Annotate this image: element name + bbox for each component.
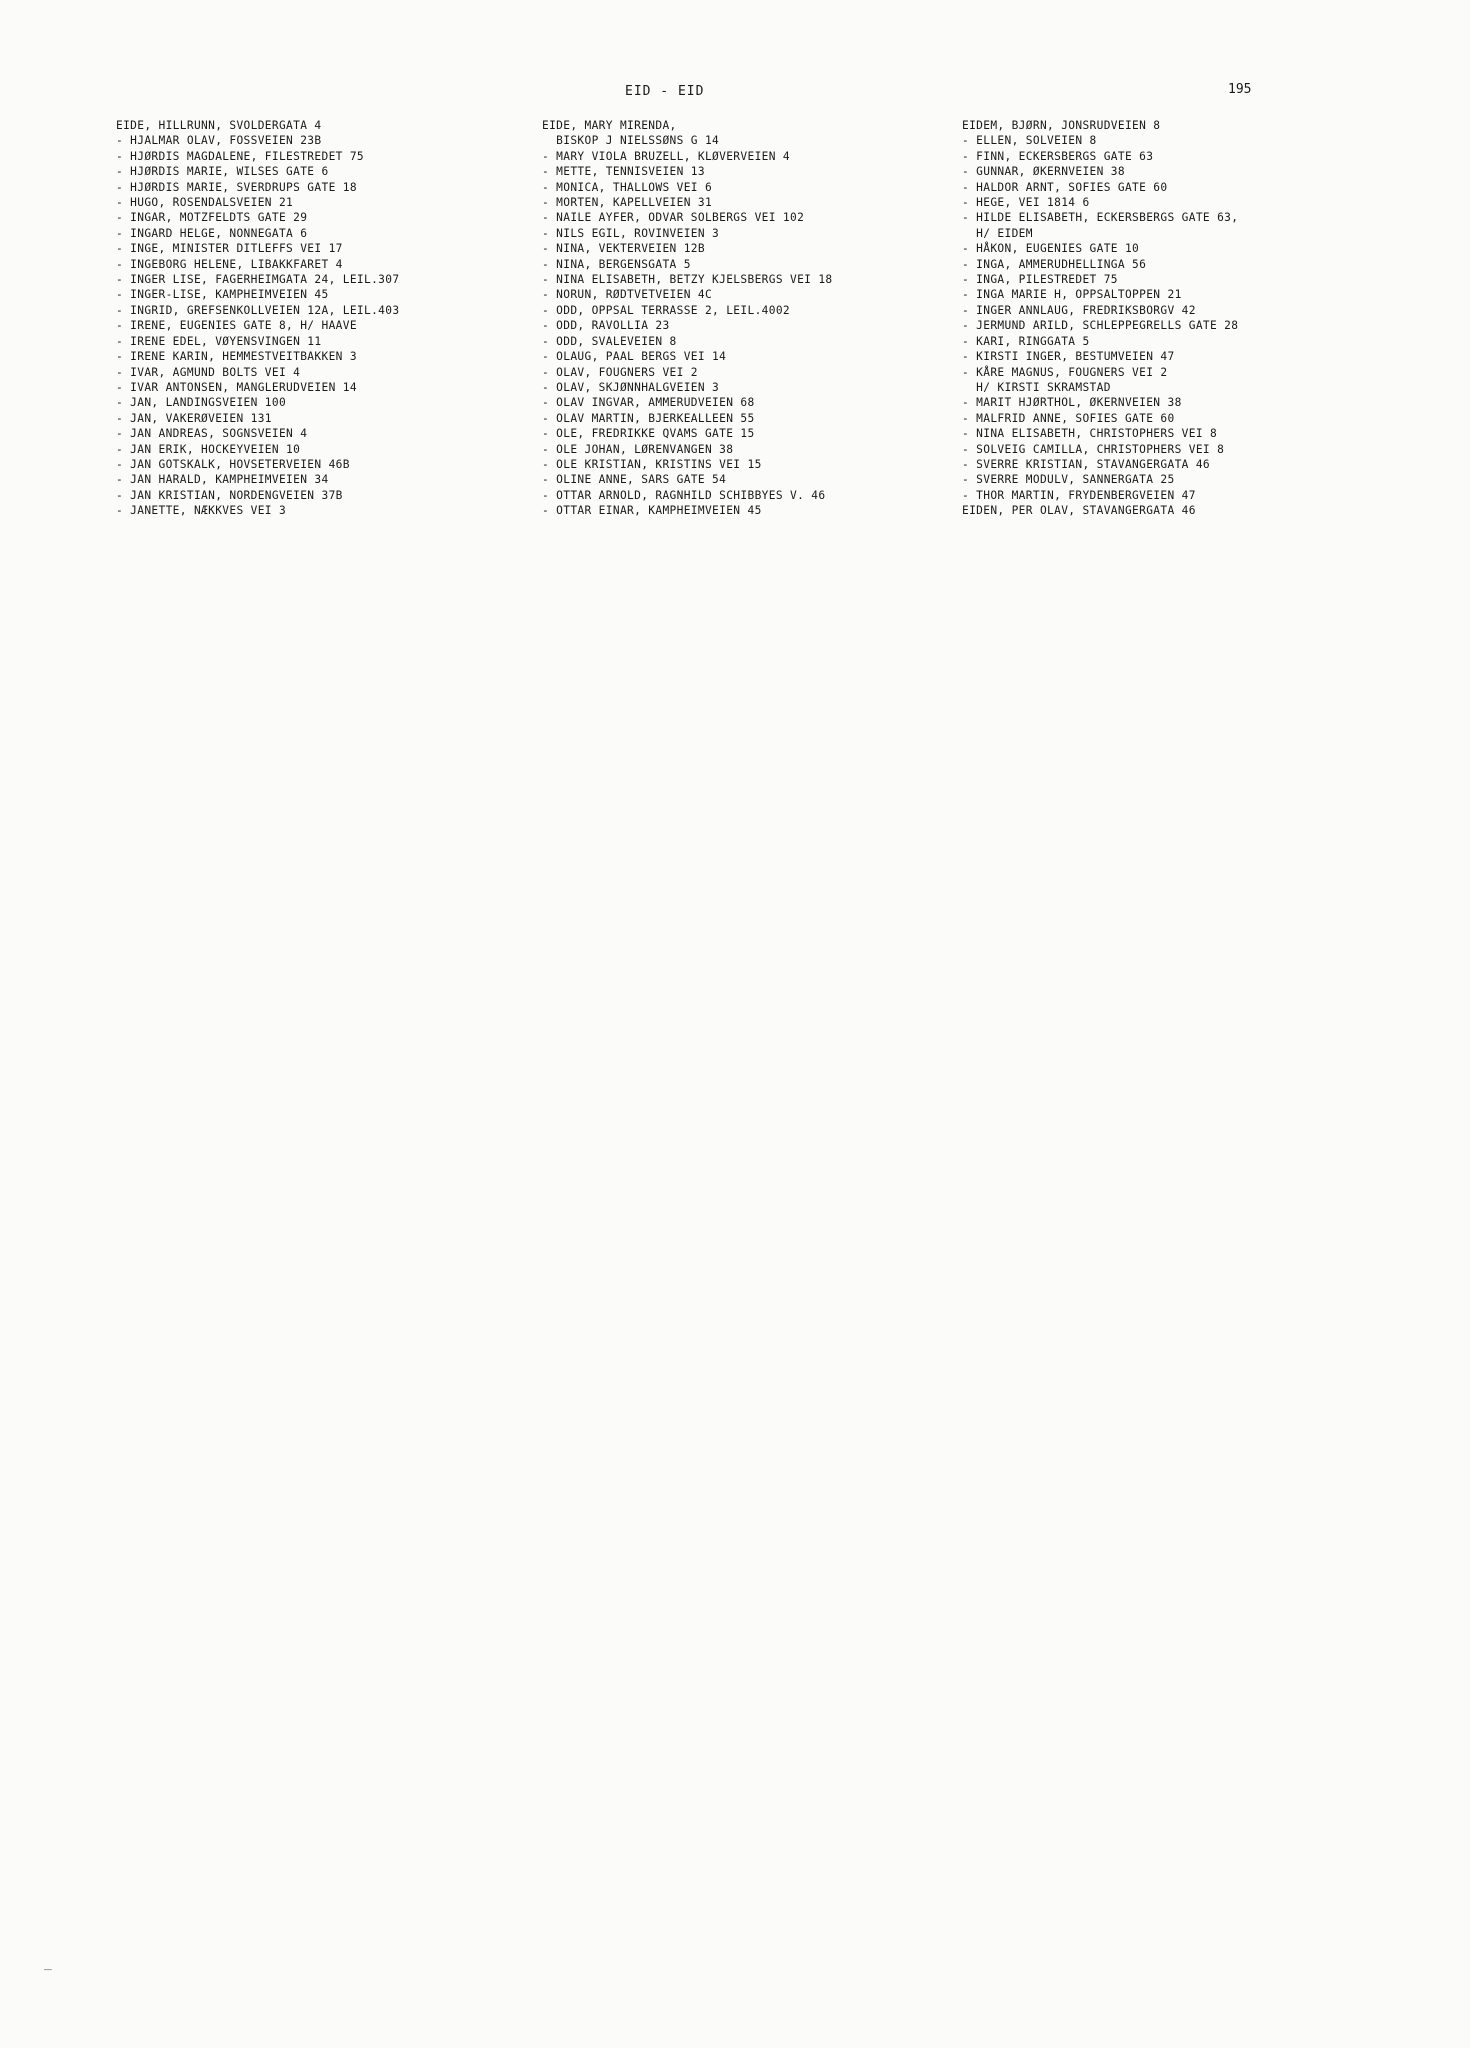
directory-entry: - JAN HARALD, KAMPHEIMVEIEN 34 <box>116 473 329 487</box>
directory-entry: - SVERRE MODULV, SANNERGATA 25 <box>962 473 1175 487</box>
directory-entry: - INGA MARIE H, OPPSALTOPPEN 21 <box>962 288 1182 302</box>
directory-entry: BISKOP J NIELSSØNS G 14 <box>542 134 720 148</box>
directory-entry: - KIRSTI INGER, BESTUMVEIEN 47 <box>962 350 1175 364</box>
directory-entry: - OLE JOHAN, LØRENVANGEN 38 <box>542 442 734 456</box>
directory-entry: - MARY VIOLA BRUZELL, KLØVERVEIEN 4 <box>542 149 790 163</box>
directory-entry: - THOR MARTIN, FRYDENBERGVEIEN 47 <box>962 488 1196 502</box>
directory-entry: - INGAR, MOTZFELDTS GATE 29 <box>116 211 308 225</box>
header-title: EID - EID <box>625 84 705 99</box>
directory-entry: H/ KIRSTI SKRAMSTAD <box>962 380 1111 394</box>
directory-entry: - HJØRDIS MARIE, WILSES GATE 6 <box>116 165 329 179</box>
directory-entry: - SOLVEIG CAMILLA, CHRISTOPHERS VEI 8 <box>962 442 1225 456</box>
directory-entry: - OLINE ANNE, SARS GATE 54 <box>542 473 727 487</box>
directory-entry: - NILS EGIL, ROVINVEIEN 3 <box>542 226 720 240</box>
directory-entry: - MARIT HJØRTHOL, ØKERNVEIEN 38 <box>962 396 1182 410</box>
directory-entry: - JAN, VAKERØVEIEN 131 <box>116 411 272 425</box>
directory-entry: - FINN, ECKERSBERGS GATE 63 <box>962 149 1154 163</box>
directory-entry: - IVAR ANTONSEN, MANGLERUDVEIEN 14 <box>116 380 357 394</box>
directory-entry: - HÅKON, EUGENIES GATE 10 <box>962 242 1140 256</box>
directory-entry: - INGER LISE, FAGERHEIMGATA 24, LEIL.307 <box>116 273 400 287</box>
footer-mark: _ <box>44 1956 52 1971</box>
directory-entry: - JAN GOTSKALK, HOVSETERVEIEN 46B <box>116 457 350 471</box>
running-header <box>0 84 1470 108</box>
directory-entry: - MALFRID ANNE, SOFIES GATE 60 <box>962 411 1175 425</box>
directory-entry: H/ EIDEM <box>962 226 1033 240</box>
directory-entry: - INGER ANNLAUG, FREDRIKSBORGV 42 <box>962 303 1196 317</box>
directory-entry: - OTTAR ARNOLD, RAGNHILD SCHIBBYES V. 46 <box>542 488 826 502</box>
directory-entry: - OLAV MARTIN, BJERKEALLEEN 55 <box>542 411 755 425</box>
directory-entry: - INGA, PILESTREDET 75 <box>962 273 1118 287</box>
directory-entry: - METTE, TENNISVEIEN 13 <box>542 165 705 179</box>
directory-column-1 <box>116 118 546 519</box>
directory-entry: - OLE KRISTIAN, KRISTINS VEI 15 <box>542 457 762 471</box>
directory-entry: - HJØRDIS MARIE, SVERDRUPS GATE 18 <box>116 180 357 194</box>
directory-entry: - INGRID, GREFSENKOLLVEIEN 12A, LEIL.403 <box>116 303 400 317</box>
directory-entry: - JAN ERIK, HOCKEYVEIEN 10 <box>116 442 301 456</box>
directory-entry: - OLE, FREDRIKKE QVAMS GATE 15 <box>542 427 755 441</box>
directory-entry: - INGA, AMMERUDHELLINGA 56 <box>962 257 1147 271</box>
directory-entry: EIDE, MARY MIRENDA, <box>542 119 677 132</box>
directory-entry: - JERMUND ARILD, SCHLEPPEGRELLS GATE 28 <box>962 319 1239 333</box>
directory-entry: - MONICA, THALLOWS VEI 6 <box>542 180 713 194</box>
directory-entry: - NINA, VEKTERVEIEN 12B <box>542 242 705 256</box>
directory-entry: - HJØRDIS MAGDALENE, FILESTREDET 75 <box>116 149 364 163</box>
directory-entry: - HJALMAR OLAV, FOSSVEIEN 23B <box>116 134 322 148</box>
directory-column-2 <box>542 118 972 519</box>
directory-entry: - OLAV INGVAR, AMMERUDVEIEN 68 <box>542 396 755 410</box>
directory-entry: - SVERRE KRISTIAN, STAVANGERGATA 46 <box>962 457 1210 471</box>
directory-entry: - INGARD HELGE, NONNEGATA 6 <box>116 226 308 240</box>
directory-entry: - OLAV, SKJØNNHALGVEIEN 3 <box>542 380 720 394</box>
directory-entry: - JAN, LANDINGSVEIEN 100 <box>116 396 287 410</box>
directory-entry: - GUNNAR, ØKERNVEIEN 38 <box>962 165 1125 179</box>
directory-entry: - HILDE ELISABETH, ECKERSBERGS GATE 63, <box>962 211 1239 225</box>
directory-entry: - OLAV, FOUGNERS VEI 2 <box>542 365 698 379</box>
directory-entry: - HEGE, VEI 1814 6 <box>962 196 1090 210</box>
directory-entry: - HUGO, ROSENDALSVEIEN 21 <box>116 196 294 210</box>
directory-entry: - ODD, SVALEVEIEN 8 <box>542 334 677 348</box>
directory-entry: - OLAUG, PAAL BERGS VEI 14 <box>542 350 727 364</box>
directory-entry: - NINA, BERGENSGATA 5 <box>542 257 691 271</box>
directory-entry: - ELLEN, SOLVEIEN 8 <box>962 134 1097 148</box>
directory-entry: - INGE, MINISTER DITLEFFS VEI 17 <box>116 242 343 256</box>
directory-entry: EIDEM, BJØRN, JONSRUDVEIEN 8 <box>962 119 1161 132</box>
directory-entry: - ODD, RAVOLLIA 23 <box>542 319 670 333</box>
directory-entry: - NAILE AYFER, ODVAR SOLBERGS VEI 102 <box>542 211 805 225</box>
directory-entry: EIDEN, PER OLAV, STAVANGERGATA 46 <box>962 504 1196 518</box>
directory-entry: - ODD, OPPSAL TERRASSE 2, LEIL.4002 <box>542 303 790 317</box>
directory-entry: - NINA ELISABETH, BETZY KJELSBERGS VEI 18 <box>542 273 833 287</box>
page-number: 195 <box>1228 82 1252 97</box>
directory-column-3 <box>962 118 1392 519</box>
directory-entry: - KARI, RINGGATA 5 <box>962 334 1090 348</box>
directory-entry: - IRENE KARIN, HEMMESTVEITBAKKEN 3 <box>116 350 357 364</box>
directory-entry: - IVAR, AGMUND BOLTS VEI 4 <box>116 365 301 379</box>
directory-entry: - NORUN, RØDTVETVEIEN 4C <box>542 288 713 302</box>
directory-entry: - HALDOR ARNT, SOFIES GATE 60 <box>962 180 1168 194</box>
directory-entry: - MORTEN, KAPELLVEIEN 31 <box>542 196 713 210</box>
directory-entry: EIDE, HILLRUNN, SVOLDERGATA 4 <box>116 119 322 132</box>
directory-entry: - NINA ELISABETH, CHRISTOPHERS VEI 8 <box>962 427 1218 441</box>
directory-entry: - INGER-LISE, KAMPHEIMVEIEN 45 <box>116 288 329 302</box>
directory-entry: - IRENE EDEL, VØYENSVINGEN 11 <box>116 334 322 348</box>
directory-entry: - JAN ANDREAS, SOGNSVEIEN 4 <box>116 427 308 441</box>
directory-entry: - INGEBORG HELENE, LIBAKKFARET 4 <box>116 257 343 271</box>
directory-entry: - KÅRE MAGNUS, FOUGNERS VEI 2 <box>962 365 1168 379</box>
directory-entry: - JANETTE, NÆKKVES VEI 3 <box>116 504 287 518</box>
directory-entry: - OTTAR EINAR, KAMPHEIMVEIEN 45 <box>542 504 762 518</box>
directory-entry: - JAN KRISTIAN, NORDENGVEIEN 37B <box>116 488 343 502</box>
directory-entry: - IRENE, EUGENIES GATE 8, H/ HAAVE <box>116 319 357 333</box>
